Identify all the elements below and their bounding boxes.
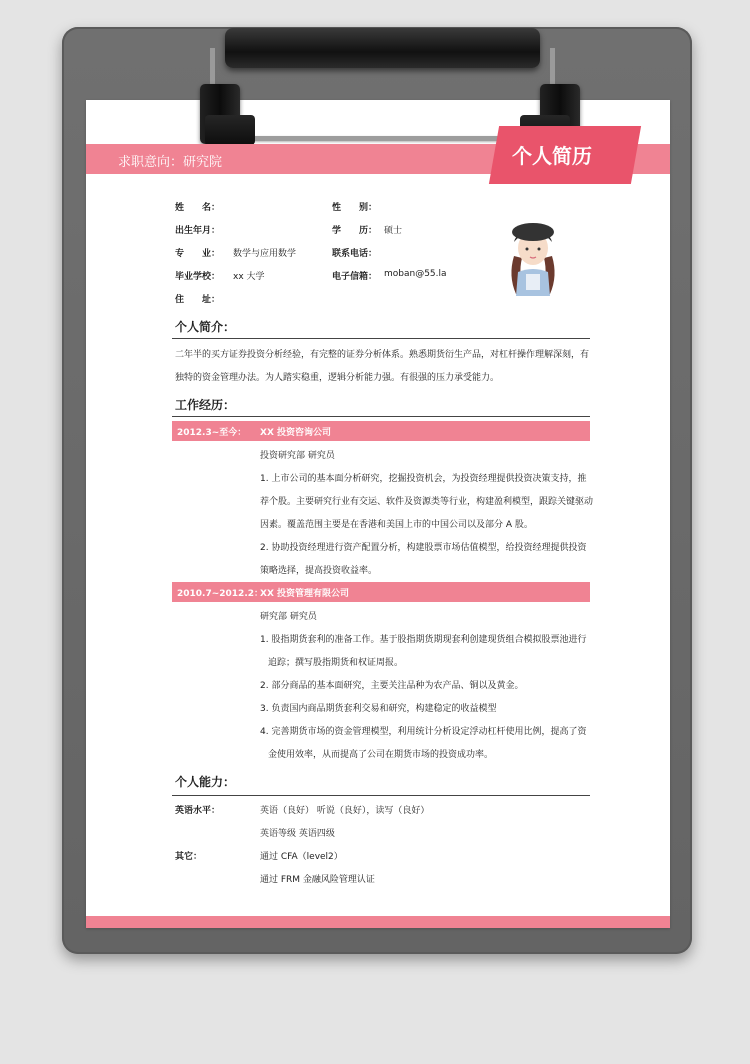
work-title: 工作经历： (175, 398, 236, 412)
skills-title: 个人能力： (175, 775, 236, 789)
job-1-bar (172, 421, 590, 441)
clip-wire (230, 136, 540, 141)
clip-handle[interactable] (225, 28, 540, 68)
job-2-company: XX 投资管理有限公司 (260, 589, 350, 599)
profile-divider (172, 338, 590, 339)
job-1-line: 因素。覆盖范围主要是在香港和美国上市的中国公司以及部分 A 股。 (260, 520, 533, 530)
work-divider (172, 416, 590, 417)
job-1-line: 2. 协助投资经理进行资产配置分析，构建股票市场估值模型，给投资经理提供投资 (260, 543, 587, 553)
major-label: 专 业： (175, 249, 221, 259)
job-1-role: 投资研究部 研究员 (260, 451, 335, 461)
english-label: 英语水平： (175, 806, 221, 816)
name-label: 姓 名： (175, 203, 221, 213)
job-2-line: 1. 股指期货套利的准备工作。基于股指期货期现套利创建现货组合模拟股票池进行 (260, 635, 587, 645)
education-label: 学 历： (332, 226, 378, 236)
avatar (500, 216, 566, 296)
job-2-line: 4. 完善期货市场的资金管理模型，利用统计分析设定浮动杠杆使用比例，提高了资 (260, 727, 587, 737)
other-label: 其它： (175, 852, 203, 862)
job-2-role: 研究部 研究员 (260, 612, 317, 622)
bottom-accent-bar (86, 916, 670, 928)
major-value: 数学与应用数学 (233, 249, 297, 259)
english-line-1: 英语（良好） 听说（良好），读写（良好） (260, 806, 430, 816)
education-value: 硕士 (384, 226, 403, 236)
job-2-line: 3. 负责国内商品期货套利交易和研究，构建稳定的收益模型 (260, 704, 497, 714)
resume-title: 个人简历 (512, 144, 592, 168)
skills-divider (172, 795, 590, 796)
profile-title: 个人简介： (175, 320, 236, 334)
other-line-2: 通过 FRM 金融风险管理认证 (260, 875, 375, 885)
address-label: 住 址： (175, 295, 221, 305)
job-intent: 求职意向：研究院 (118, 155, 223, 170)
job-1-line: 荐个股。主要研究行业有交运、软件及资源类等行业，构建盈利模型，跟踪关键驱动 (260, 497, 594, 507)
job-2-bar (172, 582, 590, 602)
job-2-line: 追踪；撰写股指期货和权证周报。 (268, 658, 404, 668)
job-1-period: 2012.3~至今： (177, 428, 247, 438)
job-1-company: XX 投资咨询公司 (260, 428, 332, 438)
gender-label: 性 别： (332, 203, 378, 213)
other-line-1: 通过 CFA（level2） (260, 852, 343, 862)
english-line-2: 英语等级 英语四级 (260, 829, 335, 839)
job-2-period: 2010.7~2012.2： (177, 589, 264, 599)
email-label: 电子信箱： (332, 272, 378, 282)
profile-line-1: 二年半的买方证券投资分析经验，有完整的证券分析体系。熟悉期货衍生产品，对杠杆操作理解深刻，有 (175, 350, 590, 360)
clip-knob-left (205, 115, 255, 145)
email-value: moban@55.la (384, 269, 447, 279)
job-1-line: 策略选择，提高投资收益率。 (260, 566, 378, 576)
phone-label: 联系电话： (332, 249, 378, 259)
profile-line-2: 独特的资金管理办法。为人踏实稳重，逻辑分析能力强。有很强的压力承受能力。 (175, 373, 500, 383)
job-1-line: 1. 上市公司的基本面分析研究，挖掘投资机会，为投资经理提供投资决策支持，推 (260, 474, 587, 484)
school-label: 毕业学校： (175, 272, 221, 282)
birth-label: 出生年月： (175, 226, 221, 236)
school-value: xx 大学 (233, 272, 265, 282)
job-2-line: 2. 部分商品的基本面研究，主要关注品种为农产品、铜以及黄金。 (260, 681, 524, 691)
job-2-line: 金使用效率，从而提高了公司在期货市场的投资成功率。 (268, 750, 494, 760)
